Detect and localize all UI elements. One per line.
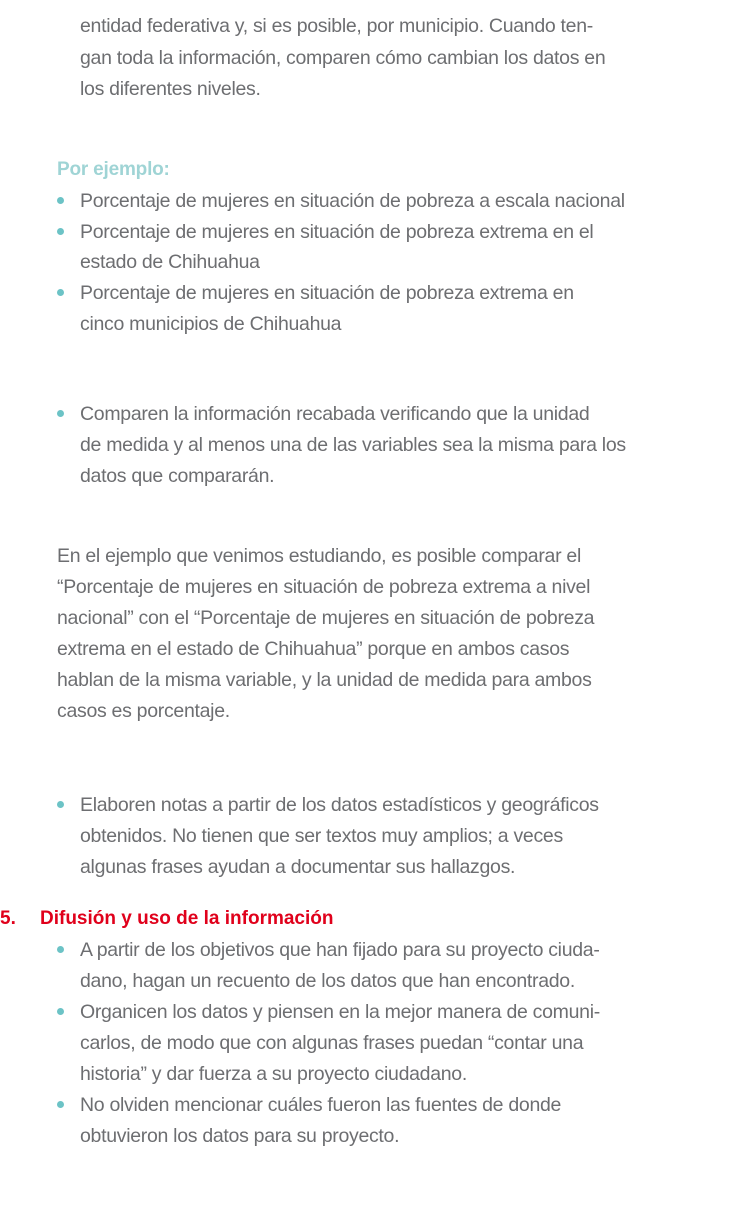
bullet-icon [57, 410, 64, 417]
text-line: A partir de los objetivos que han fijado para su proyecto ciuda- [80, 939, 600, 961]
bullet-icon [57, 228, 64, 235]
text-line: entidad federativa y, si es posible, por municipio. Cuando ten- [80, 15, 593, 37]
text-line: gan toda la información, comparen cómo cambian los datos en [80, 47, 606, 69]
text-line: los diferentes niveles. [80, 78, 261, 100]
bullet-icon [57, 946, 64, 953]
text-line: obtenidos. No tienen que ser textos muy amplios; a veces [80, 825, 563, 847]
text-line: algunas frases ayudan a documentar sus hallazgos. [80, 856, 516, 878]
text-line: cinco municipios de Chihuahua [80, 313, 342, 335]
text-line: Porcentaje de mujeres en situación de pobreza extrema en el [80, 221, 594, 243]
bullet-icon [57, 801, 64, 808]
section-number: 5. [0, 908, 16, 929]
text-line: historia” y dar fuerza a su proyecto ciudadano. [80, 1063, 467, 1085]
section-title: Difusión y uso de la información [40, 908, 334, 929]
text-line: Porcentaje de mujeres en situación de pobreza a escala nacional [80, 190, 625, 212]
text-line: Elaboren notas a partir de los datos estadísticos y geográficos [80, 794, 599, 816]
text-line: carlos, de modo que con algunas frases puedan “contar una [80, 1032, 584, 1054]
text-line: nacional” con el “Porcentaje de mujeres en situación de pobreza [57, 607, 595, 629]
text-line: dano, hagan un recuento de los datos que han encontrado. [80, 970, 575, 992]
example-heading: Por ejemplo: [57, 159, 170, 180]
text-line: estado de Chihuahua [80, 251, 260, 273]
bullet-icon [57, 1101, 64, 1108]
text-line: No olviden mencionar cuáles fueron las fuentes de donde [80, 1094, 562, 1116]
text-line: “Porcentaje de mujeres en situación de pobreza extrema a nivel [57, 576, 591, 598]
text-line: Comparen la información recabada verificando que la unidad [80, 403, 590, 425]
bullet-icon [57, 197, 64, 204]
bullet-icon [57, 289, 64, 296]
text-line: de medida y al menos una de las variables sea la misma para los [80, 434, 626, 456]
text-line: Porcentaje de mujeres en situación de pobreza extrema en [80, 282, 574, 304]
text-line: datos que compararán. [80, 465, 275, 487]
text-line: extrema en el estado de Chihuahua” porque en ambos casos [57, 638, 570, 660]
text-line: hablan de la misma variable, y la unidad de medida para ambos [57, 669, 592, 691]
text-line: En el ejemplo que venimos estudiando, es posible comparar el [57, 545, 581, 567]
bullet-icon [57, 1008, 64, 1015]
text-line: obtuvieron los datos para su proyecto. [80, 1125, 400, 1147]
text-line: casos es porcentaje. [57, 700, 230, 722]
text-line: Organicen los datos y piensen en la mejor manera de comuni- [80, 1001, 600, 1023]
